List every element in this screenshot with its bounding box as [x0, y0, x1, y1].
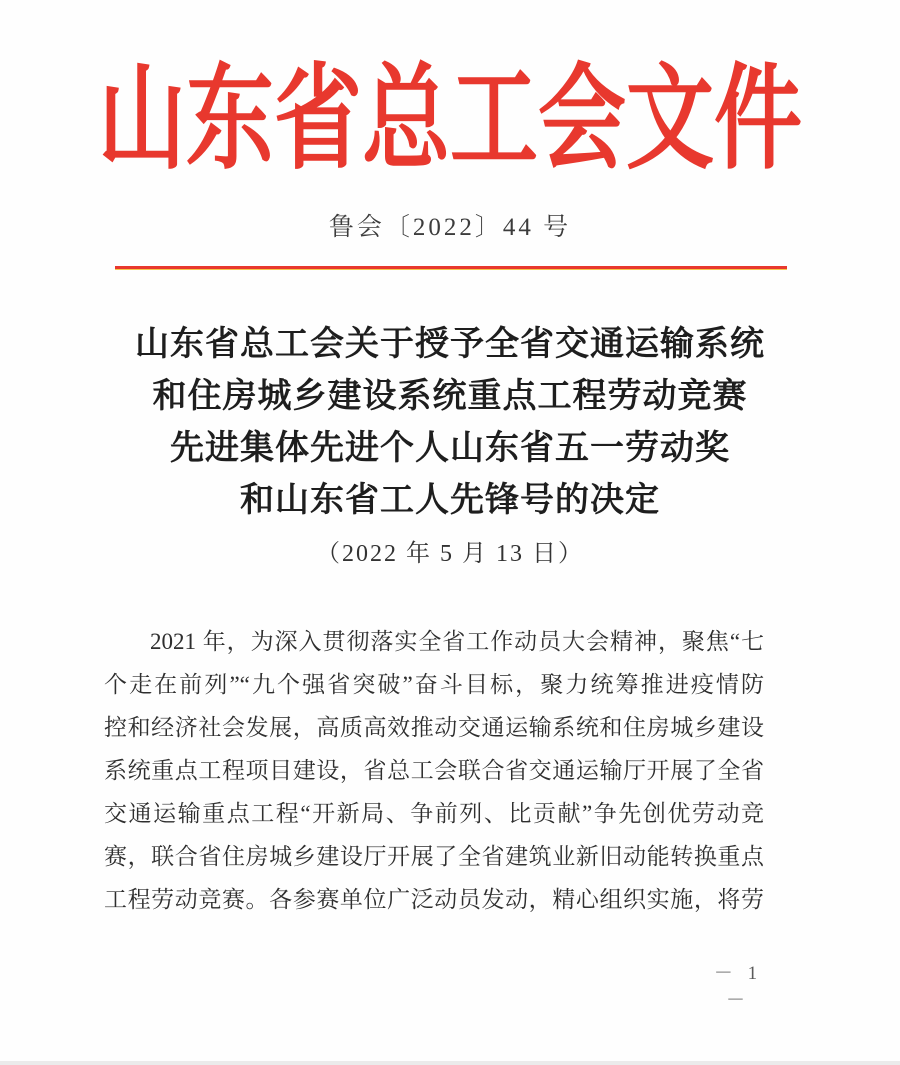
- document-title-line: 山东省总工会关于授予全省交通运输系统: [135, 325, 765, 363]
- issuing-org-title: 山东省总工会文件: [97, 53, 802, 183]
- body-text-line: 2021 年，为深入贯彻落实全省工作动员大会精神，聚焦“七: [150, 629, 764, 654]
- document-date: （2022 年 5 月 13 日）: [316, 541, 584, 567]
- document-title-line: 和住房城乡建设系统重点工程劳动竞赛: [152, 377, 748, 415]
- document-body: [104, 620, 764, 921]
- body-text-line: 赛，联合省住房城乡建设厅开展了全省建筑业新旧动能转换重点: [104, 844, 764, 869]
- body-text-line: 交通运输重点工程“开新局、争前列、比贡献”争先创优劳动竞: [104, 801, 764, 826]
- page-number: － 1 －: [713, 963, 763, 1011]
- body-text-line: 控和经济社会发展，高质高效推动交通运输系统和住房城乡建设: [104, 715, 764, 740]
- scan-edge-artifact: [0, 1061, 900, 1065]
- document-number: 鲁会〔2022〕44 号: [328, 214, 572, 241]
- body-text-line: 系统重点工程项目建设，省总工会联合省交通运输厅开展了全省: [104, 758, 764, 783]
- document-title-line: 先进集体先进个人山东省五一劳动奖: [170, 429, 730, 467]
- document-title: [0, 318, 900, 526]
- red-divider-rule: [115, 266, 787, 270]
- body-text-line: 个走在前列”“九个强省突破”奋斗目标，聚力统筹推进疫情防: [104, 672, 764, 697]
- body-text-line: 工程劳动竞赛。各参赛单位广泛动员发动，精心组织实施，将劳: [104, 887, 764, 912]
- document-title-line: 和山东省工人先锋号的决定: [240, 481, 660, 519]
- red-header-banner: [0, 50, 900, 190]
